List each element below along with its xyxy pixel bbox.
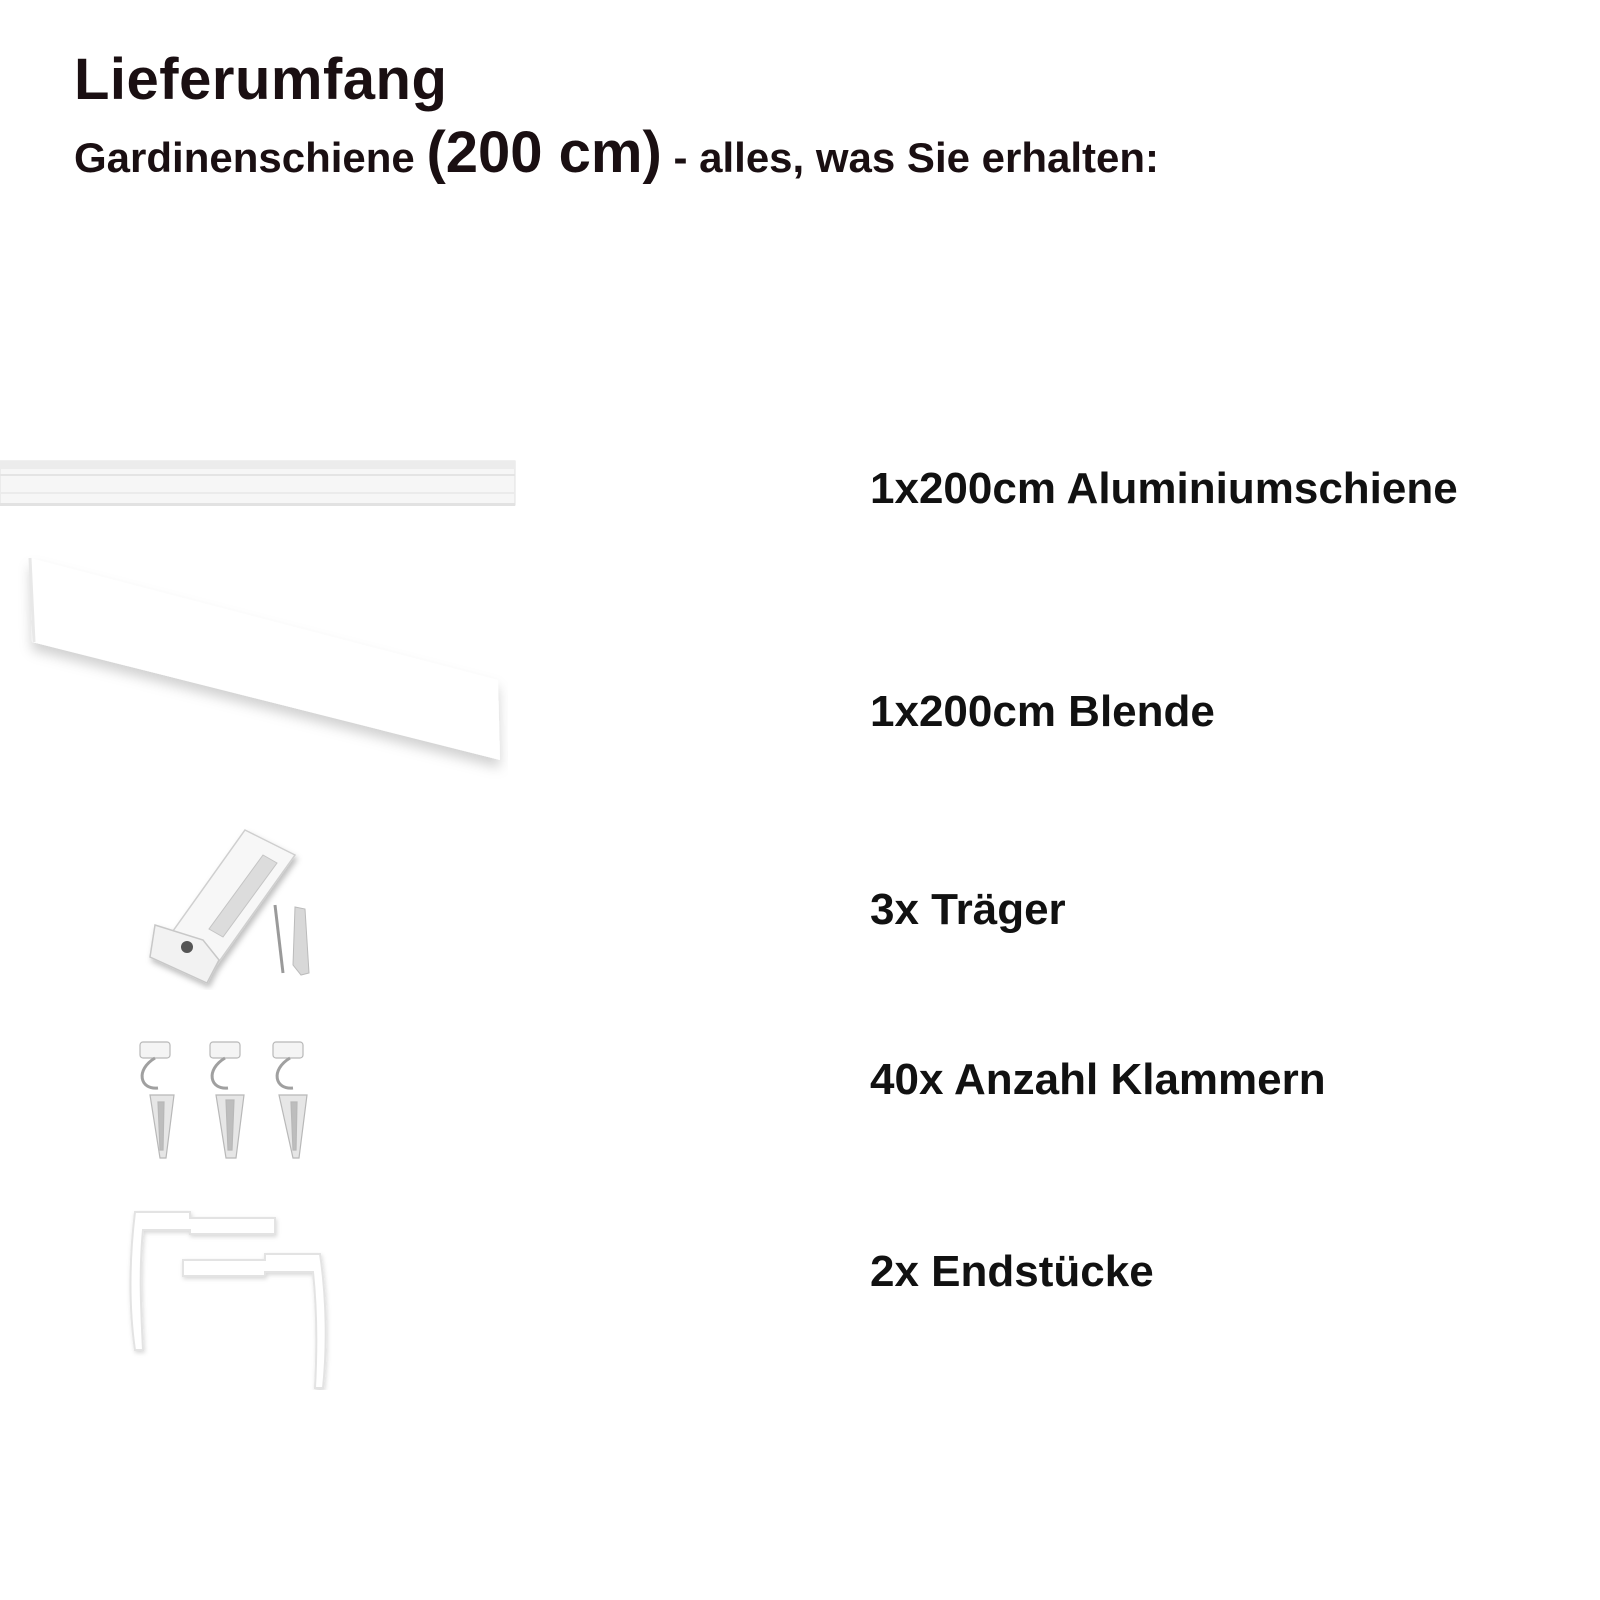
curtain-clips-icon [130, 1040, 340, 1170]
item-label-cover-panel: 1x200cm Blende [870, 687, 1215, 736]
page-title: Lieferumfang [74, 47, 448, 112]
subtitle-size: (200 cm) [426, 120, 662, 185]
item-label-end-caps: 2x Endstücke [870, 1247, 1154, 1296]
subtitle-tail: - alles, was Sie erhalten: [661, 134, 1160, 181]
subtitle-product: Gardinenschiene [74, 134, 427, 181]
end-caps-icon [115, 1210, 345, 1390]
item-label-bracket: 3x Träger [870, 885, 1066, 934]
cover-panel-icon [18, 550, 508, 790]
page-subtitle [74, 118, 1159, 188]
item-label-aluminium-rail: 1x200cm Aluminiumschiene [870, 464, 1458, 513]
item-label-curtain-clips: 40x Anzahl Klammern [870, 1055, 1326, 1104]
bracket-icon [145, 825, 320, 990]
aluminium-rail-icon [0, 455, 520, 515]
